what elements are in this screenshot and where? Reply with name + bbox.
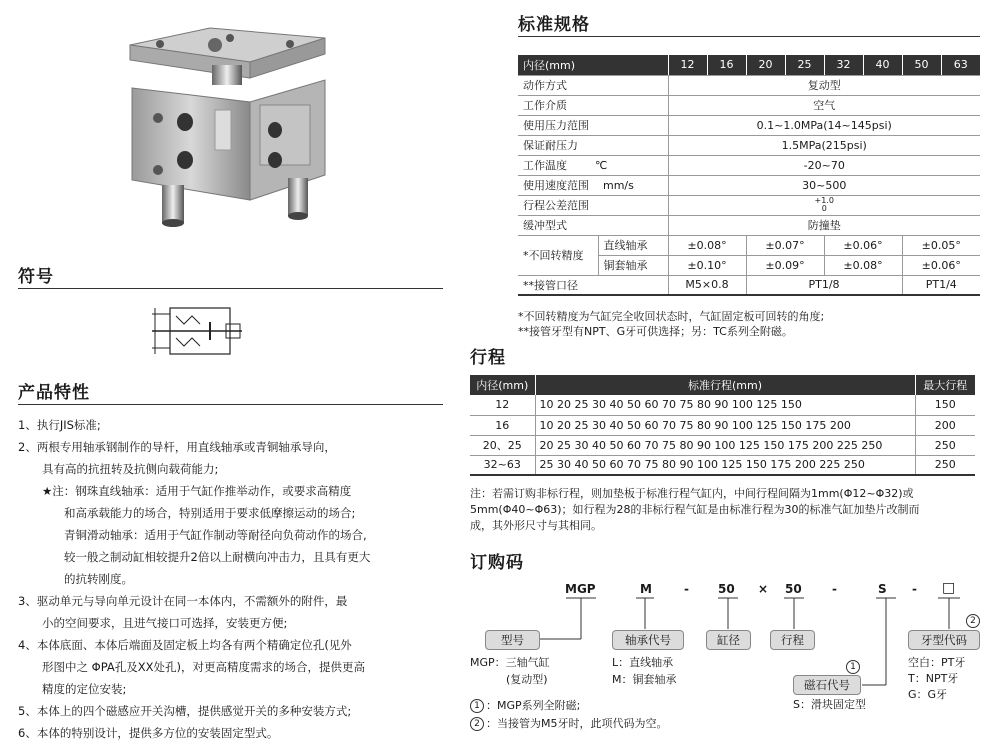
tolerance-upper: +1.0 xyxy=(814,196,834,205)
bore-32: 32 xyxy=(824,55,863,75)
stroke-max: 250 xyxy=(915,435,975,455)
stroke-note-2: 5mm(Φ40~Φ63)；如行程为28的非标行程气缸是由标准行程为30的标准气缸加垫片改制而 xyxy=(470,503,920,516)
spec-header-row xyxy=(518,55,980,75)
spec-row xyxy=(518,155,980,175)
stroke-header-max: 最大行程 xyxy=(915,375,975,395)
spec-value: ±0.08° xyxy=(668,235,746,255)
order-title: 订购码 xyxy=(470,553,524,573)
stroke-max: 250 xyxy=(915,455,975,475)
stroke-row xyxy=(470,435,975,455)
spec-value: 30~500 xyxy=(668,175,980,195)
code-s: S xyxy=(878,582,887,596)
stroke-header-std: 标准行程(mm) xyxy=(535,375,915,395)
spec-label: 缓冲型式 xyxy=(518,215,668,235)
spec-value: ±0.05° xyxy=(902,235,980,255)
spec-unit: mm/s xyxy=(603,179,634,192)
spec-title: 标准规格 xyxy=(518,15,590,35)
spec-value: ±0.07° xyxy=(746,235,824,255)
stroke-header-bore: 内径(mm) xyxy=(470,375,535,395)
spec-label: 工作温度 xyxy=(523,159,567,172)
feature-line: 1、执行JIS标准; xyxy=(18,418,101,432)
features-title: 产品特性 xyxy=(18,383,90,403)
circle-marker-1: 1 xyxy=(470,699,484,713)
stroke-title: 行程 xyxy=(470,348,506,368)
magnet-desc: S：滑块固定型 xyxy=(793,698,866,711)
stroke-note-3: 成，其外形尺寸与其相同。 xyxy=(470,519,602,532)
spec-value: PT1/8 xyxy=(746,275,902,295)
stroke-header-row xyxy=(470,375,975,395)
thread-desc-2: T：NPT牙 xyxy=(908,672,959,685)
spec-value: -20~70 xyxy=(668,155,980,175)
bearing-desc-2: M：铜套轴承 xyxy=(612,673,677,686)
stroke-bore: 32~63 xyxy=(470,455,535,475)
feature-line: 较一般之制动缸相较提升2倍以上耐横向冲击力，且具有更大 xyxy=(64,550,371,564)
stroke-row xyxy=(470,395,975,415)
stroke-note-1: 注：若需订购非标行程，则加垫板于标准行程气缸内，中间行程间隔为1mm(Φ12~Φ32)或 xyxy=(470,487,914,500)
stroke-max: 200 xyxy=(915,415,975,435)
spec-value: 防撞垫 xyxy=(668,215,980,235)
bore-pill: 缸径 xyxy=(706,630,751,650)
spec-row xyxy=(518,135,980,155)
bore-50: 50 xyxy=(902,55,941,75)
code-dash: - xyxy=(832,582,837,596)
footnote-1: ：MGP系列全附磁; xyxy=(486,699,581,712)
feature-line: 2、两根专用轴承钢制作的导杆，用直线轴承或青铜轴承导向， xyxy=(18,440,336,454)
spec-label: 行程公差范围 xyxy=(518,195,668,215)
spec-label: 使用速度范围 xyxy=(523,179,589,192)
magnet-pill: 磁石代号 xyxy=(793,675,861,695)
spec-value: ±0.10° xyxy=(668,255,746,275)
spec-value: ±0.08° xyxy=(824,255,902,275)
spec-value: M5×0.8 xyxy=(668,275,746,295)
features-list xyxy=(18,414,438,744)
code-stroke: 50 xyxy=(785,582,802,596)
spec-sublabel: 铜套轴承 xyxy=(598,255,668,275)
pneumatic-symbol-icon xyxy=(150,302,245,360)
feature-line: 和高承载能力的场合，特别适用于要求低摩擦运动的场合; xyxy=(64,506,356,520)
stroke-std: 10 20 25 30 40 50 60 70 75 80 90 100 125 150 xyxy=(535,395,915,415)
bore-40: 40 xyxy=(863,55,902,75)
bore-63: 63 xyxy=(941,55,980,75)
spec-divider xyxy=(518,36,980,37)
bore-12: 12 xyxy=(668,55,707,75)
feature-line: 6、本体的特别设计，提供多方位的安装固定型式。 xyxy=(18,726,279,740)
spec-row xyxy=(518,95,980,115)
feature-line: 小的空间要求，且进气接口可选择，安装更方便; xyxy=(42,616,288,630)
spec-sublabel: 直线轴承 xyxy=(598,235,668,255)
feature-line: 青铜滑动轴承：适用于气缸作制动等耐径向负荷动作的场合, xyxy=(64,528,367,542)
spec-row xyxy=(518,235,980,255)
feature-line: 精度的定位安装; xyxy=(42,682,127,696)
spec-label: 工作介质 xyxy=(518,95,668,115)
circle-marker-1: 1 xyxy=(846,660,860,674)
stroke-row xyxy=(470,455,975,475)
stroke-bore: 20、25 xyxy=(470,435,535,455)
circle-marker-2: 2 xyxy=(966,614,980,628)
spec-table xyxy=(518,55,980,296)
spec-value: ±0.09° xyxy=(746,255,824,275)
stroke-pill: 行程 xyxy=(770,630,815,650)
feature-line: 形图中之 ΦPA孔及XX处孔)，对更高精度需求的场合，提供更高 xyxy=(42,660,366,674)
spec-row xyxy=(518,175,980,195)
symbol-divider xyxy=(18,288,443,289)
spec-row xyxy=(518,215,980,235)
spec-label: 动作方式 xyxy=(518,75,668,95)
code-times: × xyxy=(758,582,769,596)
features-divider xyxy=(18,404,443,405)
circle-marker-2: 2 xyxy=(470,717,484,731)
stroke-row xyxy=(470,415,975,435)
spec-row xyxy=(518,275,980,295)
bore-16: 16 xyxy=(707,55,746,75)
spec-row xyxy=(518,195,980,215)
spec-value: 复动型 xyxy=(668,75,980,95)
tolerance-lower: 0 xyxy=(821,204,827,213)
code-thread-box: □ xyxy=(942,580,956,596)
thread-pill: 牙型代码 xyxy=(908,630,980,650)
type-desc-2: (复动型) xyxy=(506,673,548,686)
product-photo xyxy=(120,10,345,235)
stroke-bore: 12 xyxy=(470,395,535,415)
stroke-bore: 16 xyxy=(470,415,535,435)
feature-line: 3、驱动单元与导向单元设计在同一本体内，不需额外的附件，最 xyxy=(18,594,348,608)
stroke-table xyxy=(470,375,975,476)
feature-line: 的抗转刚度。 xyxy=(64,572,133,586)
spec-label: **接管口径 xyxy=(518,275,668,295)
footnote-2: ：当接管为M5牙时，此项代码为空。 xyxy=(486,717,668,730)
spec-row xyxy=(518,115,980,135)
spec-label: *不回转精度 xyxy=(518,235,598,275)
symbol-title: 符号 xyxy=(18,267,54,287)
feature-line: ★注：钢珠直线轴承：适用于气缸作推举动作，或要求高精度 xyxy=(42,484,352,498)
code-dash: - xyxy=(912,582,917,596)
spec-value: 1.5MPa(215psi) xyxy=(668,135,980,155)
feature-line: 5、本体上的四个磁感应开关沟槽，提供感觉开关的多种安装方式; xyxy=(18,704,352,718)
spec-row xyxy=(518,75,980,95)
code-bore: 50 xyxy=(718,582,735,596)
spec-label: 使用压力范围 xyxy=(518,115,668,135)
code-m: M xyxy=(640,582,652,596)
bore-header: 内径(mm) xyxy=(518,55,668,75)
spec-note-2: **接管牙型有NPT、G牙可供选择；另：TC系列全附磁。 xyxy=(518,325,793,338)
spec-note-1: *不回转精度为气缸完全收回状态时，气缸固定板可回转的角度; xyxy=(518,310,825,323)
code-mgp: MGP xyxy=(565,582,596,596)
bearing-desc-1: L：直线轴承 xyxy=(612,656,674,669)
stroke-std: 20 25 30 40 50 60 70 75 80 90 100 125 150 175 200 225 250 xyxy=(535,435,915,455)
thread-desc-1: 空白：PT牙 xyxy=(908,656,966,669)
spec-label: 保证耐压力 xyxy=(518,135,668,155)
feature-line: 具有高的抗扭转及抗侧向载荷能力; xyxy=(42,462,219,476)
stroke-std: 25 30 40 50 60 70 75 80 90 100 125 150 175 200 225 250 xyxy=(535,455,915,475)
spec-value: 0.1~1.0MPa(14~145psi) xyxy=(668,115,980,135)
stroke-std: 10 20 25 30 40 50 60 70 75 80 90 100 125 150 175 200 xyxy=(535,415,915,435)
type-pill: 型号 xyxy=(485,630,540,650)
spec-unit: ℃ xyxy=(595,159,608,172)
feature-line: 4、本体底面、本体后端面及固定板上均各有两个精确定位孔(见外 xyxy=(18,638,352,652)
stroke-max: 150 xyxy=(915,395,975,415)
code-dash: - xyxy=(684,582,689,596)
bore-20: 20 xyxy=(746,55,785,75)
spec-value: ±0.06° xyxy=(824,235,902,255)
bore-25: 25 xyxy=(785,55,824,75)
spec-value: ±0.06° xyxy=(902,255,980,275)
thread-desc-3: G：G牙 xyxy=(908,688,948,701)
type-desc-1: MGP：三轴气缸 xyxy=(470,656,550,669)
bearing-pill: 轴承代号 xyxy=(612,630,684,650)
spec-value: PT1/4 xyxy=(902,275,980,295)
spec-value: 空气 xyxy=(668,95,980,115)
